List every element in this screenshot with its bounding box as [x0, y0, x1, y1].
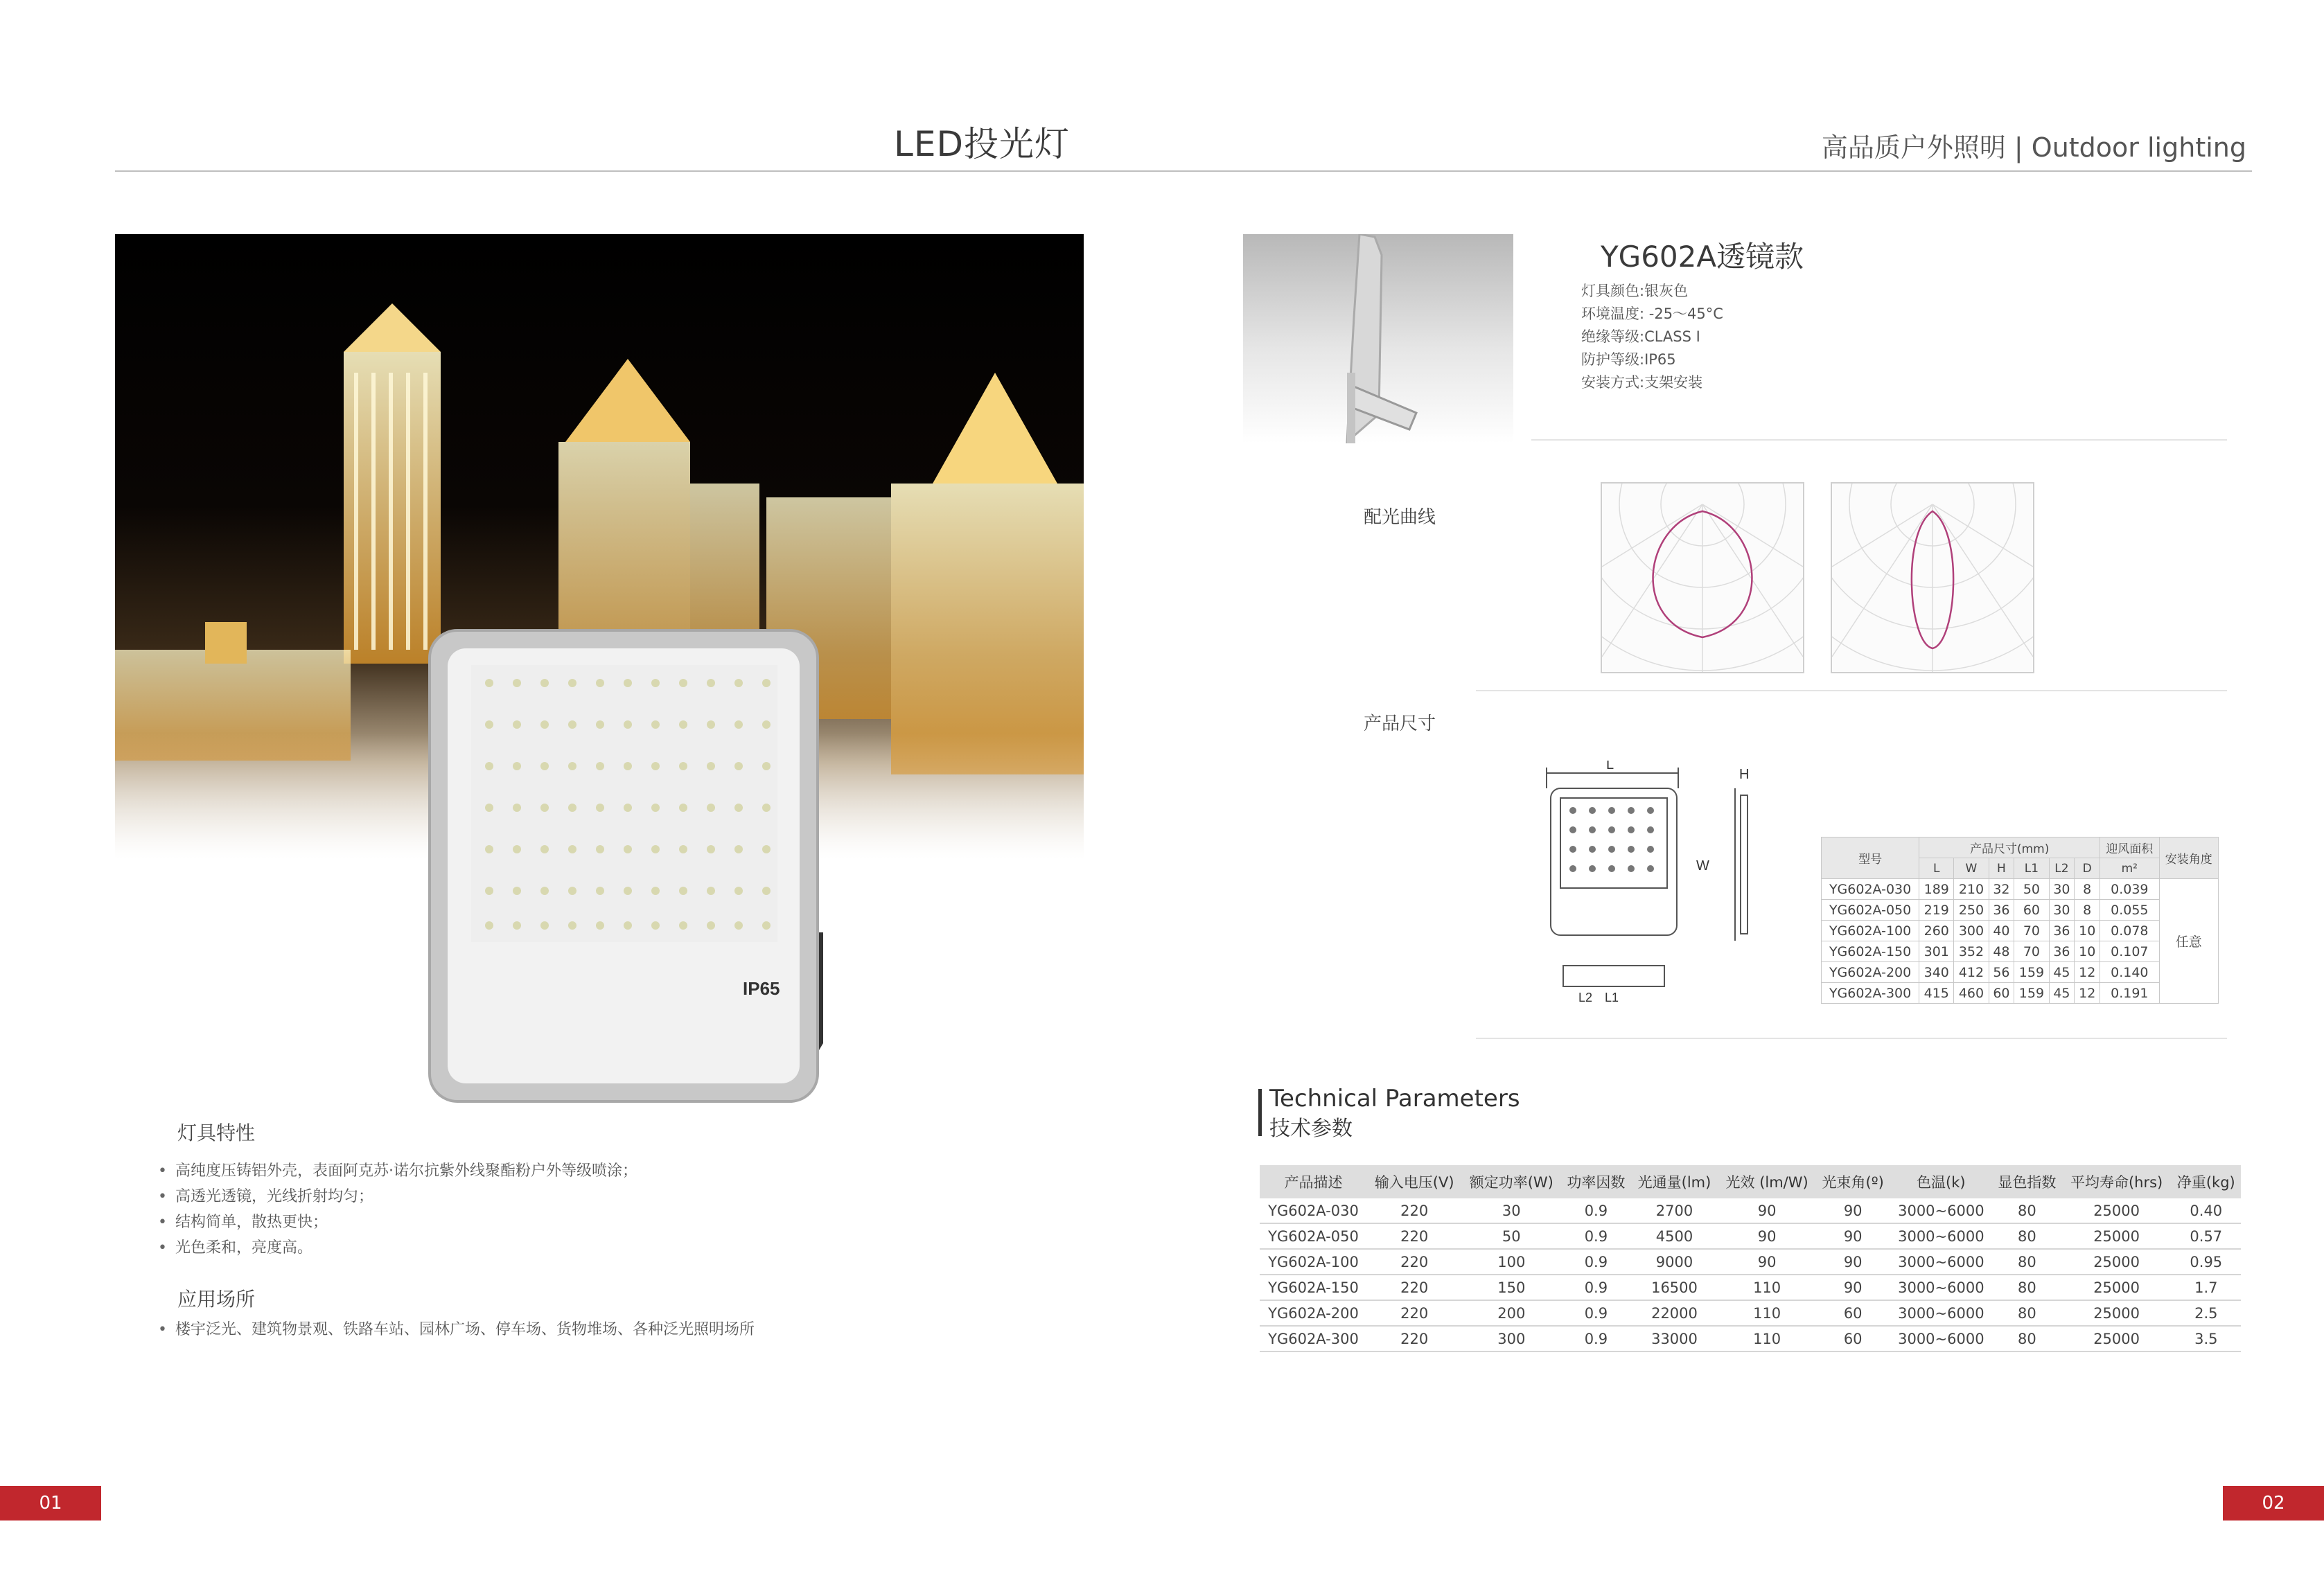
product-name: YG602A透镜款 — [1601, 240, 1804, 274]
table-row — [1822, 941, 2219, 962]
label-l1: L1 — [1605, 991, 1619, 1004]
dims-header-area: 迎风面积 — [2100, 837, 2159, 858]
table-cell: 90 — [1718, 1249, 1816, 1275]
spec-item: 绝缘等级:CLASS I — [1581, 328, 1700, 345]
table-row — [1822, 900, 2219, 921]
feature-item: • 高透光透镜，光线折射均匀； — [158, 1184, 637, 1209]
dims-subheader: W — [1954, 858, 1989, 879]
spec-list — [1581, 280, 1723, 394]
feature-item: • 高纯度压铸铝外壳，表面阿克苏·诺尔抗紫外线聚酯粉户外等级喷涂； — [158, 1158, 637, 1184]
cell: 0.107 — [2100, 941, 2159, 962]
table-cell: 80 — [1992, 1249, 2061, 1275]
table-cell: 3.5 — [2172, 1326, 2241, 1351]
feature-item: • 光色柔和，亮度高。 — [158, 1235, 637, 1261]
table-cell: 9000 — [1631, 1249, 1718, 1275]
col-header: 平均寿命(hrs) — [2062, 1165, 2172, 1198]
table-row — [1260, 1326, 2241, 1351]
table-row — [1822, 983, 2219, 1004]
col-header: 净重(kg) — [2172, 1165, 2241, 1198]
cell: YG602A-050 — [1822, 900, 1919, 921]
cell: 40 — [1989, 921, 2014, 941]
label-w: W — [1696, 858, 1709, 874]
cell: 0.140 — [2100, 962, 2159, 983]
table-cell: 2700 — [1631, 1198, 1718, 1223]
table-cell: 3000~6000 — [1890, 1223, 1992, 1249]
cell: 45 — [2049, 983, 2075, 1004]
table-cell: 0.57 — [2172, 1223, 2241, 1249]
table-row — [1260, 1223, 2241, 1249]
table-row — [1260, 1198, 2241, 1223]
table-cell: 220 — [1367, 1198, 1461, 1223]
light-curve-label: 配光曲线 — [1364, 507, 1436, 528]
col-header: 光通量(lm) — [1631, 1165, 1718, 1198]
table-cell: 220 — [1367, 1326, 1461, 1351]
header-divider — [115, 170, 2252, 172]
technical-parameters-table — [1260, 1165, 2241, 1352]
col-header: 色温(k) — [1890, 1165, 1992, 1198]
table-cell: 150 — [1461, 1275, 1561, 1300]
table-cell: 80 — [1992, 1326, 2061, 1351]
table-cell: 300 — [1461, 1326, 1561, 1351]
table-cell: 110 — [1718, 1300, 1816, 1326]
page-number-left: 01 — [0, 1486, 101, 1520]
cell: 8 — [2075, 900, 2100, 921]
table-cell: 0.9 — [1561, 1275, 1630, 1300]
cell: YG602A-150 — [1822, 941, 1919, 962]
table-cell: 0.9 — [1561, 1198, 1630, 1223]
tech-table-body — [1260, 1198, 2241, 1351]
product-side-photo — [1243, 234, 1513, 443]
page-number-right: 02 — [2223, 1486, 2324, 1520]
table-cell: 33000 — [1631, 1326, 1718, 1351]
table-cell: 0.9 — [1561, 1249, 1630, 1275]
table-cell: 25000 — [2062, 1300, 2172, 1326]
cell: 300 — [1954, 921, 1989, 941]
cell: 48 — [1989, 941, 2014, 962]
table-cell: 80 — [1992, 1223, 2061, 1249]
dims-subheader: L2 — [2049, 858, 2075, 879]
dims-subheader: H — [1989, 858, 2014, 879]
table-row — [1260, 1275, 2241, 1300]
cell: 70 — [2014, 921, 2049, 941]
table-cell: 2.5 — [2172, 1300, 2241, 1326]
col-header: 光束角(º) — [1816, 1165, 1890, 1198]
table-cell: 110 — [1718, 1275, 1816, 1300]
col-header: 输入电压(V) — [1367, 1165, 1461, 1198]
cell: 30 — [2049, 900, 2075, 921]
label-h: H — [1739, 767, 1750, 782]
spec-item: 灯具颜色:银灰色 — [1581, 283, 1689, 299]
col-header: 功率因数 — [1561, 1165, 1630, 1198]
features-title: 灯具特性 — [177, 1121, 256, 1144]
table-cell: 100 — [1461, 1249, 1561, 1275]
col-header: 光效 (lm/W) — [1718, 1165, 1816, 1198]
cell: 50 — [2014, 879, 2049, 900]
spec-item: 防护等级:IP65 — [1581, 351, 1676, 368]
table-cell: 0.40 — [2172, 1198, 2241, 1223]
applications-list — [158, 1318, 755, 1339]
table-cell: YG602A-050 — [1260, 1223, 1367, 1249]
cell: 36 — [2049, 941, 2075, 962]
table-cell: 90 — [1718, 1198, 1816, 1223]
dims-header-model: 型号 — [1822, 837, 1919, 879]
cell: 301 — [1919, 941, 1954, 962]
col-header: 额定功率(W) — [1461, 1165, 1561, 1198]
cell: YG602A-030 — [1822, 879, 1919, 900]
cell: 36 — [1989, 900, 2014, 921]
dimensions-label: 产品尺寸 — [1364, 713, 1436, 734]
cell: 219 — [1919, 900, 1954, 921]
table-cell: 220 — [1367, 1223, 1461, 1249]
cell: 32 — [1989, 879, 2014, 900]
features-list — [158, 1158, 637, 1261]
table-cell: 22000 — [1631, 1300, 1718, 1326]
applications-title: 应用场所 — [177, 1288, 256, 1311]
label-l2: L2 — [1578, 991, 1593, 1004]
cell: YG602A-300 — [1822, 983, 1919, 1004]
light-distribution-curve-wide — [1601, 482, 1804, 673]
floodlight-photo — [427, 628, 823, 1106]
table-cell: 220 — [1367, 1249, 1461, 1275]
cell: 56 — [1989, 962, 2014, 983]
table-row — [1260, 1249, 2241, 1275]
cell: 60 — [1989, 983, 2014, 1004]
table-cell: 25000 — [2062, 1223, 2172, 1249]
table-cell: 16500 — [1631, 1275, 1718, 1300]
table-row — [1822, 962, 2219, 983]
dims-subheader: L — [1919, 858, 1954, 879]
cell: 460 — [1954, 983, 1989, 1004]
table-cell: YG602A-030 — [1260, 1198, 1367, 1223]
cell: 45 — [2049, 962, 2075, 983]
table-header-row — [1260, 1165, 2241, 1198]
table-cell: YG602A-200 — [1260, 1300, 1367, 1326]
table-cell: 3000~6000 — [1890, 1198, 1992, 1223]
dimension-drawing — [1542, 761, 1750, 1010]
table-cell: 3000~6000 — [1890, 1300, 1992, 1326]
table-cell: 90 — [1816, 1223, 1890, 1249]
table-cell: 80 — [1992, 1198, 2061, 1223]
table-cell: 3000~6000 — [1890, 1326, 1992, 1351]
cell: 260 — [1919, 921, 1954, 941]
table-cell: 60 — [1816, 1300, 1890, 1326]
table-cell: 90 — [1816, 1249, 1890, 1275]
divider — [1531, 439, 2227, 441]
label-l: L — [1606, 761, 1614, 772]
table-cell: 25000 — [2062, 1275, 2172, 1300]
dims-subheader: D — [2075, 858, 2100, 879]
cell: 189 — [1919, 879, 1954, 900]
table-cell: 4500 — [1631, 1223, 1718, 1249]
table-cell: 220 — [1367, 1300, 1461, 1326]
cell: 412 — [1954, 962, 1989, 983]
angle-cell: 任意 — [2159, 879, 2218, 1004]
cell: 0.191 — [2100, 983, 2159, 1004]
table-cell: 50 — [1461, 1223, 1561, 1249]
dims-subheader: m² — [2100, 858, 2159, 879]
tech-params-title-en: Technical Parameters — [1269, 1085, 1520, 1112]
table-cell: YG602A-150 — [1260, 1275, 1367, 1300]
table-cell: 3000~6000 — [1890, 1275, 1992, 1300]
table-cell: 80 — [1992, 1300, 2061, 1326]
cell: 415 — [1919, 983, 1954, 1004]
spec-item: 安装方式:支架安装 — [1581, 374, 1703, 391]
table-cell: 0.9 — [1561, 1300, 1630, 1326]
cell: 210 — [1954, 879, 1989, 900]
cell: 36 — [2049, 921, 2075, 941]
table-cell: 0.95 — [2172, 1249, 2241, 1275]
col-header: 产品描述 — [1260, 1165, 1367, 1198]
table-cell: 25000 — [2062, 1198, 2172, 1223]
cell: 10 — [2075, 941, 2100, 962]
table-cell: YG602A-100 — [1260, 1249, 1367, 1275]
spec-item: 环境温度: -25～45°C — [1581, 305, 1723, 322]
table-cell: 1.7 — [2172, 1275, 2241, 1300]
light-distribution-curve-narrow — [1831, 482, 2034, 673]
cell: 12 — [2075, 983, 2100, 1004]
cell: 12 — [2075, 962, 2100, 983]
cell: YG602A-100 — [1822, 921, 1919, 941]
cell: 70 — [2014, 941, 2049, 962]
table-cell: 25000 — [2062, 1326, 2172, 1351]
table-cell: 110 — [1718, 1326, 1816, 1351]
divider — [1476, 1038, 2227, 1039]
table-cell: 0.9 — [1561, 1223, 1630, 1249]
table-cell: YG602A-300 — [1260, 1326, 1367, 1351]
cell: 352 — [1954, 941, 1989, 962]
dims-subheader: L1 — [2014, 858, 2049, 879]
tech-params-title-zh: 技术参数 — [1269, 1117, 1353, 1141]
cell: 8 — [2075, 879, 2100, 900]
ip-label: IP65 — [743, 978, 780, 999]
cell: 250 — [1954, 900, 1989, 921]
table-cell: 90 — [1816, 1275, 1890, 1300]
cell: 340 — [1919, 962, 1954, 983]
table-cell: 60 — [1816, 1326, 1890, 1351]
divider — [1476, 690, 2227, 691]
cell: YG602A-200 — [1822, 962, 1919, 983]
cell: 159 — [2014, 962, 2049, 983]
application-item: • 楼宇泛光、建筑物景观、铁路车站、园林广场、停车场、货物堆场、各种泛光照明场所 — [158, 1318, 755, 1339]
table-cell: 80 — [1992, 1275, 2061, 1300]
table-row — [1822, 879, 2219, 900]
table-cell: 0.9 — [1561, 1326, 1630, 1351]
feature-item: • 结构简单，散热更快； — [158, 1209, 637, 1235]
section-accent-bar — [1258, 1089, 1262, 1136]
cell: 0.078 — [2100, 921, 2159, 941]
dims-header-size: 产品尺寸(mm) — [1919, 837, 2100, 858]
table-cell: 30 — [1461, 1198, 1561, 1223]
table-cell: 220 — [1367, 1275, 1461, 1300]
cell: 0.039 — [2100, 879, 2159, 900]
table-row — [1260, 1300, 2241, 1326]
cell: 10 — [2075, 921, 2100, 941]
col-header: 显色指数 — [1992, 1165, 2061, 1198]
table-cell: 90 — [1816, 1198, 1890, 1223]
table-cell: 3000~6000 — [1890, 1249, 1992, 1275]
table-cell: 200 — [1461, 1300, 1561, 1326]
cell: 0.055 — [2100, 900, 2159, 921]
table-cell: 25000 — [2062, 1249, 2172, 1275]
table-row — [1822, 921, 2219, 941]
cell: 30 — [2049, 879, 2075, 900]
dims-header-angle: 安装角度 — [2159, 837, 2218, 879]
cell: 60 — [2014, 900, 2049, 921]
brand-tagline: 高品质户外照明 | Outdoor lighting — [1821, 132, 2246, 163]
cell: 159 — [2014, 983, 2049, 1004]
dimensions-table — [1821, 837, 2219, 1004]
table-cell: 90 — [1718, 1223, 1816, 1249]
page-title: LED投光灯 — [894, 124, 1070, 164]
